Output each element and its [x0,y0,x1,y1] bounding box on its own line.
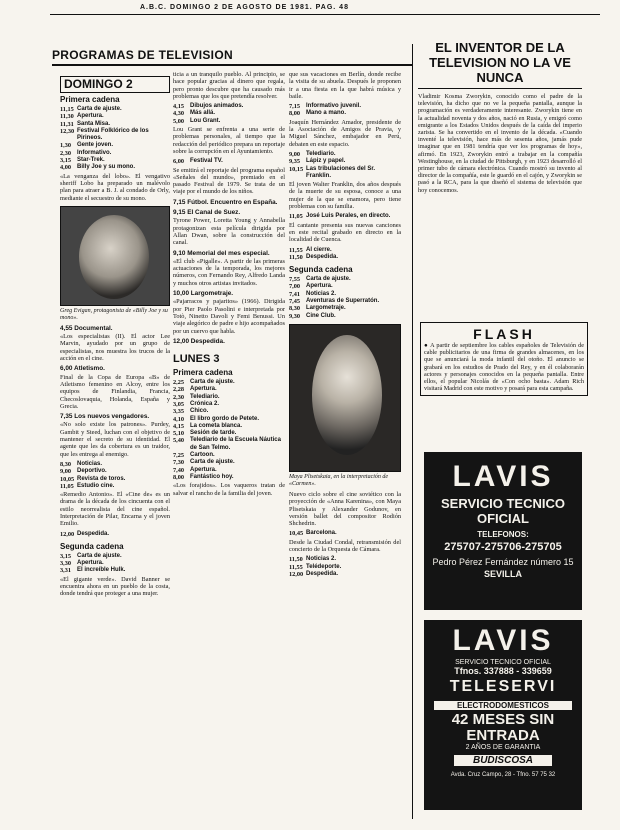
schedule-sunday-second [60,553,170,575]
schedule-row: 11,55 Al cierre. [289,246,332,254]
photo-caption: Maya Plisetskaia, en la interpretación de «Carmen». [289,473,389,487]
program-entry: 12,00 Despedida. [173,337,225,345]
article-inventor [418,40,582,194]
column-third [289,70,401,818]
schedule-third-d [289,247,401,262]
schedule-row: 5,00 Lou Grant. [173,117,221,125]
program-description: «Remedio Antonio». El «Cine de» es un drama de la década de los cincuenta con el estilo neorrealista del cine español. Interpretación de Pilar, Encarna y el joven Emilio. [60,491,170,528]
schedule-row: 12,30 Festival Folklórico de los Pirineos. [60,127,149,142]
running-head: A.B.C. DOMINGO 2 DE AGOSTO DE 1981. PAG. 48 [140,4,349,11]
schedule-row: 7,00 Apertura. [289,283,333,291]
program-description: Lou Grant se enfrenta a una serie de problemas personales, al tiempo que la redacción del periódico prepara un reportaje sobre la corrupción en el Ayuntamiento. [173,126,285,155]
ad-band: ELECTRODOMESTICOS [434,701,572,710]
schedule-row: 11,15 Carta de ajuste. [60,106,122,113]
schedule-row: 2,30 Telediario. [173,393,220,401]
schedule-monday-first [173,379,285,481]
schedule-row: 4,15 Dibujos animados. [173,103,244,111]
schedule-row: 9,00 Deportivo. [60,468,107,476]
schedule-third-e [289,530,401,537]
section-rule [52,64,412,66]
channel-label-first: Primera cadena [60,95,120,104]
flash-body: ● A partir de septiembre los cables españoles de Televisión de cable publicitarios de una firma de grandes almacenes, en los que se anunciará la moda infantil del otoño. El anuncio se grabará en los estudios de Prado del Rey, y en él colaborarán actores y personajes conocidos en la pequeña pantalla. Entre ellos, el popular Nicolás de «Con ocho basta». Adam Rich visitará Madrid con este motivo y posará para esta campaña. [424,342,584,393]
schedule-row: 9,00 Telediario. [289,150,336,158]
schedule-row: 7,45 Aventuras de Superratón. [289,298,380,306]
schedule-row: 11,30 Apertura. [60,113,104,121]
schedule-row: 10,45 Barcelona. [289,530,337,538]
schedule-third-c [289,213,401,220]
ad-offer-sub: 2 AÑOS DE GARANTIA [465,744,541,751]
program-description: El joven Walter Franklin, dos años después de la muerte de su esposa, conoce a una mujer de la que se enamora, pero tiene problemas con su familia. [289,181,401,211]
program-description: «El club «Pigalle». A partir de las primeras actuaciones de la temporada, los mejores números, con Fernando Rey, Alfredo Landa y muchos otros artistas invitados. [173,257,285,287]
schedule-row: 12,00 Despedida. [60,530,110,538]
column-divider [412,44,413,819]
section-title: PROGRAMAS DE TELEVISION [52,48,233,62]
program-description: Final de la Copa de Europa «B» de Atletismo femenino en Alcoy, entre los equipos de Finlandia, Francia, Checoslovaquia, Holanda, España y Grecia. [60,373,170,410]
ad-logo: LAVIS [452,624,554,657]
program-entry: 10,00 Largometraje. [173,290,234,298]
schedule-row: 11,05 Estudio cine. [60,482,115,490]
schedule-row: 7,15 Informativo juvenil. [289,103,362,111]
schedule-row: 11,55 Telédeporte. [289,563,342,571]
schedule-row: 2,25 Carta de ajuste. [173,379,235,387]
program-entry: 9,10 Memorial del mes especial. [173,249,270,257]
schedule-row: 9,30 Cine Club. [289,312,336,320]
schedule-row: 7,30 Carta de ajuste. [173,459,235,467]
schedule-row: 6,00 Festival TV. [173,158,223,166]
program-description: Desde la Ciudad Condal, retransmisión del concierto de la Orquesta de Cámara. [289,538,401,553]
schedule-row: 10,15 Las tribulaciones del Sr. Franklin. [289,165,376,179]
ad-address: Pedro Pérez Fernández número 15 [432,557,574,567]
schedule-third-a [289,103,401,118]
program-description: Se emitirá el reportaje del programa español «Señales del mundo», premiado en el pasado Festival de 1979. Se trata de un viaje por el mundo de los niños. [173,166,285,196]
schedule-third-f [289,556,401,578]
schedule-row: 11,31 Santa Misa. [60,120,111,128]
photo-maya-plisetskaia [289,324,401,472]
schedule-row: 7,25 Cartoon. [173,452,215,460]
portrait-image [79,215,149,299]
program-entry: 7,15 Fútbol. Encuentro en España. [173,198,278,206]
day-heading-monday: LUNES 3 [173,353,220,366]
program-entry: 6,00 Atletismo. [60,365,105,373]
ad-brand: TELESERVI [449,678,557,695]
channel-label-monday-first: Primera cadena [173,368,233,378]
schedule-sunday-first [60,106,170,172]
program-entry: 9,15 El Canal de Suez. [173,209,241,217]
program-description: «Los forajidos». Los vaqueros tratan de salvar el rancho de la familia del joven. [173,482,285,497]
schedule-row: 3,15 Star-Trek. [60,157,105,165]
ad-phones-label: TELEFONOS: [477,530,529,539]
schedule-sunday-late [60,461,170,490]
schedule-row: 3,15 Carta de ajuste. [60,552,122,560]
schedule-row: 3,35 Chico. [173,408,209,416]
channel-label-monday-second: Segunda cadena [289,265,353,275]
schedule-row: 11,50 Noticias 2. [289,556,337,564]
ad-lavis-teleservi [424,620,582,810]
program-entry: 7,35 Los nuevos vengadores. [60,413,150,421]
schedule-row: 3,31 El increíble Hulk. [60,567,126,575]
column-sunday [60,70,170,818]
schedule-row: 11,05 José Luis Perales, en directo. [289,213,391,221]
program-description: El cantante presenta sus nuevas canciones en este recital grabado en directo en la localidad de Cuenca. [289,221,401,244]
schedule-middle-a [173,103,285,125]
flash-box [420,322,588,396]
program-description: Joaquín Hernández Amador, presidente de la Asociación de Amigos de Pravia, y Miguel Sánchez, embajador en Perú, debaten en este espacio. [289,118,401,148]
schedule-row: 3,30 Apertura. [60,560,104,568]
program-description: que sus vacaciones en Berlín, donde recibe la visita de su abuela. Después le proponen ir a una fiesta en la que habrá música y baile. [289,71,401,100]
channel-label-second: Segunda cadena [60,541,124,551]
schedule-row: 9,35 Lápiz y papel. [289,158,346,166]
ad-offer: 42 MESES SIN ENTRADA [451,711,555,744]
ad-line: SERVICIO TECNICO OFICIAL [440,496,565,526]
schedule-row: 7,55 Carta de ajuste. [289,276,351,284]
ad-lavis-service [424,452,582,610]
schedule-row: 12,00 Despedida. [289,570,339,578]
schedule-row: 2,30 Informativo. [60,149,112,157]
schedule-third-b [289,151,401,180]
schedule-row: 8,00 Fantástico hoy. [173,473,234,481]
ad-line: SERVICIO TECNICO OFICIAL [455,659,551,666]
schedule-row: 7,41 Noticias 2. [289,290,337,298]
photo-greg-evigan [60,206,170,306]
program-description: «El gigante verde». David Banner se encuentra ahora en un pueblo de la costa, donde tendrá que proteger a una mujer. [60,575,170,598]
ad-phones: Tfnos. 337888 - 339659 [454,666,552,676]
portrait-image [312,335,382,455]
program-description: Nuevo ciclo sobre el cine soviético con la proyección de «Anna Karenina», con Maya Plisetskaia y Alexander Godunov, en versión ballet del compositor Rodión Shchedrin. [289,490,401,528]
program-description: Tyrone Power, Loretta Young y Annabella protagonizan esta película dirigida por Allan Dwan, sobre la construcción del canal. [173,217,285,247]
article-headline: EL INVENTOR DE LA TELEVISION NO LA VE NUNCA [418,40,582,89]
program-description: «Los especialistas (II). El actor Lee Marvin, ayudado por un grupo de especialistas, nos muestra los trucos de la acción en el cine. [60,333,170,363]
schedule-middle-b [173,158,285,165]
schedule-row: 11,50 Despedida. [289,253,339,261]
program-description: ticia a un tranquilo pueblo. Al principio, se hace popular gracias al dinero que regala, pero pronto descubre que ha causado más problemas que los que pretendía resolver. [173,71,285,100]
schedule-row: 5,10 Sesión de tarde. [173,430,237,438]
article-body: Vladimir Kosma Zworykin, conocido como el padre de la televisión, ha dicho que no ve la pequeña pantalla, aunque la programación es verdaderamente interesante. Zworykin tiene en la actualidad noventa y dos años, nació en Rusia, y emigró como emigrante a los Estados Unidos después de la caída del imperio zarista. Se ha convertido en el invento de la década. «Cuando inventé la televisión, hace más de sesenta años, jamás pude imaginar que en 1981 tendría que ver los programas de hoy», afirmó. En 1923, Zworykin entró a trabajar en la compañía Westinghouse, en la ciudad de Pittsburgh, y en 1923 desarrolló el primer tubo de cámara electrónica. Cuando mostró su invento al director de la compañía, este le guardó en el cajón, y Zworykin se pasó a la RCA, para la que diseñó el sistema de televisión que hoy conocemos. [418,93,582,194]
schedule-row: 1,30 Gente joven. [60,142,114,150]
photo-caption: Greg Evigan, protagonista de «Billy Joe y su mono». [60,307,168,321]
schedule-row: 2,28 Apertura. [173,386,217,394]
schedule-row: 8,30 Largometraje. [289,305,346,313]
schedule-sunday-closing [60,531,170,538]
schedule-row: 4,10 El libro gordo de Petete. [173,415,260,423]
schedule-row: 3,05 Crónica 2. [173,400,220,408]
ad-address: Avda. Cruz Campo, 28 - Tfno. 57 75 32 [450,772,556,778]
ad-logo: LAVIS [452,460,554,493]
schedule-row: 8,30 Noticias. [60,460,103,468]
program-entry: 4,55 Documental. [60,324,113,332]
top-rule [50,14,600,15]
column-middle [173,70,285,818]
schedule-row: 10,05 Revista de toros. [60,475,126,483]
day-heading-sunday: DOMINGO 2 [60,76,170,93]
ad-phones: 275707-275706-275705 [444,541,562,553]
schedule-row: 4,00 Billy Joe y su mono. [60,164,136,172]
program-description: «No solo existe los patrones». Purdey, Gambit y Steed, luchan con el objetivo de mantener el secreto de su identidad. El agente que les da cobertura es un traidor, que les entrega al enemigo. [60,421,170,458]
program-description: «Pajarracos y pajaritos» (1966). Dirigida por Pier Paolo Pasolini e interpretada por Totò, Ninetto Davoli y Femi Benussi. Un viaje alegórico de padre e hijo acompañados por un cuervo que habla. [173,298,285,335]
schedule-row: 4,30 Más allá. [173,110,216,118]
schedule-row: 7,40 Apertura. [173,466,217,474]
flash-title: FLASH [473,326,535,342]
ad-store: BUDISCOSA [454,755,552,766]
schedule-row: 4,15 La cometa blanca. [173,422,243,430]
schedule-monday-second [289,276,401,320]
schedule-row: 5,40 Telediario de la Escuela Náutica de San Telmo. [173,437,281,451]
schedule-row: 8,00 Mano a mano. [289,110,347,118]
ad-city: SEVILLA [483,569,522,579]
program-description: «La venganza del lobo». El vengativo sheriff Lobo ha preparado un malévolo plan para atraer a B. J. al condado de Orly, mediante el secuestro de su mono. [60,172,170,202]
